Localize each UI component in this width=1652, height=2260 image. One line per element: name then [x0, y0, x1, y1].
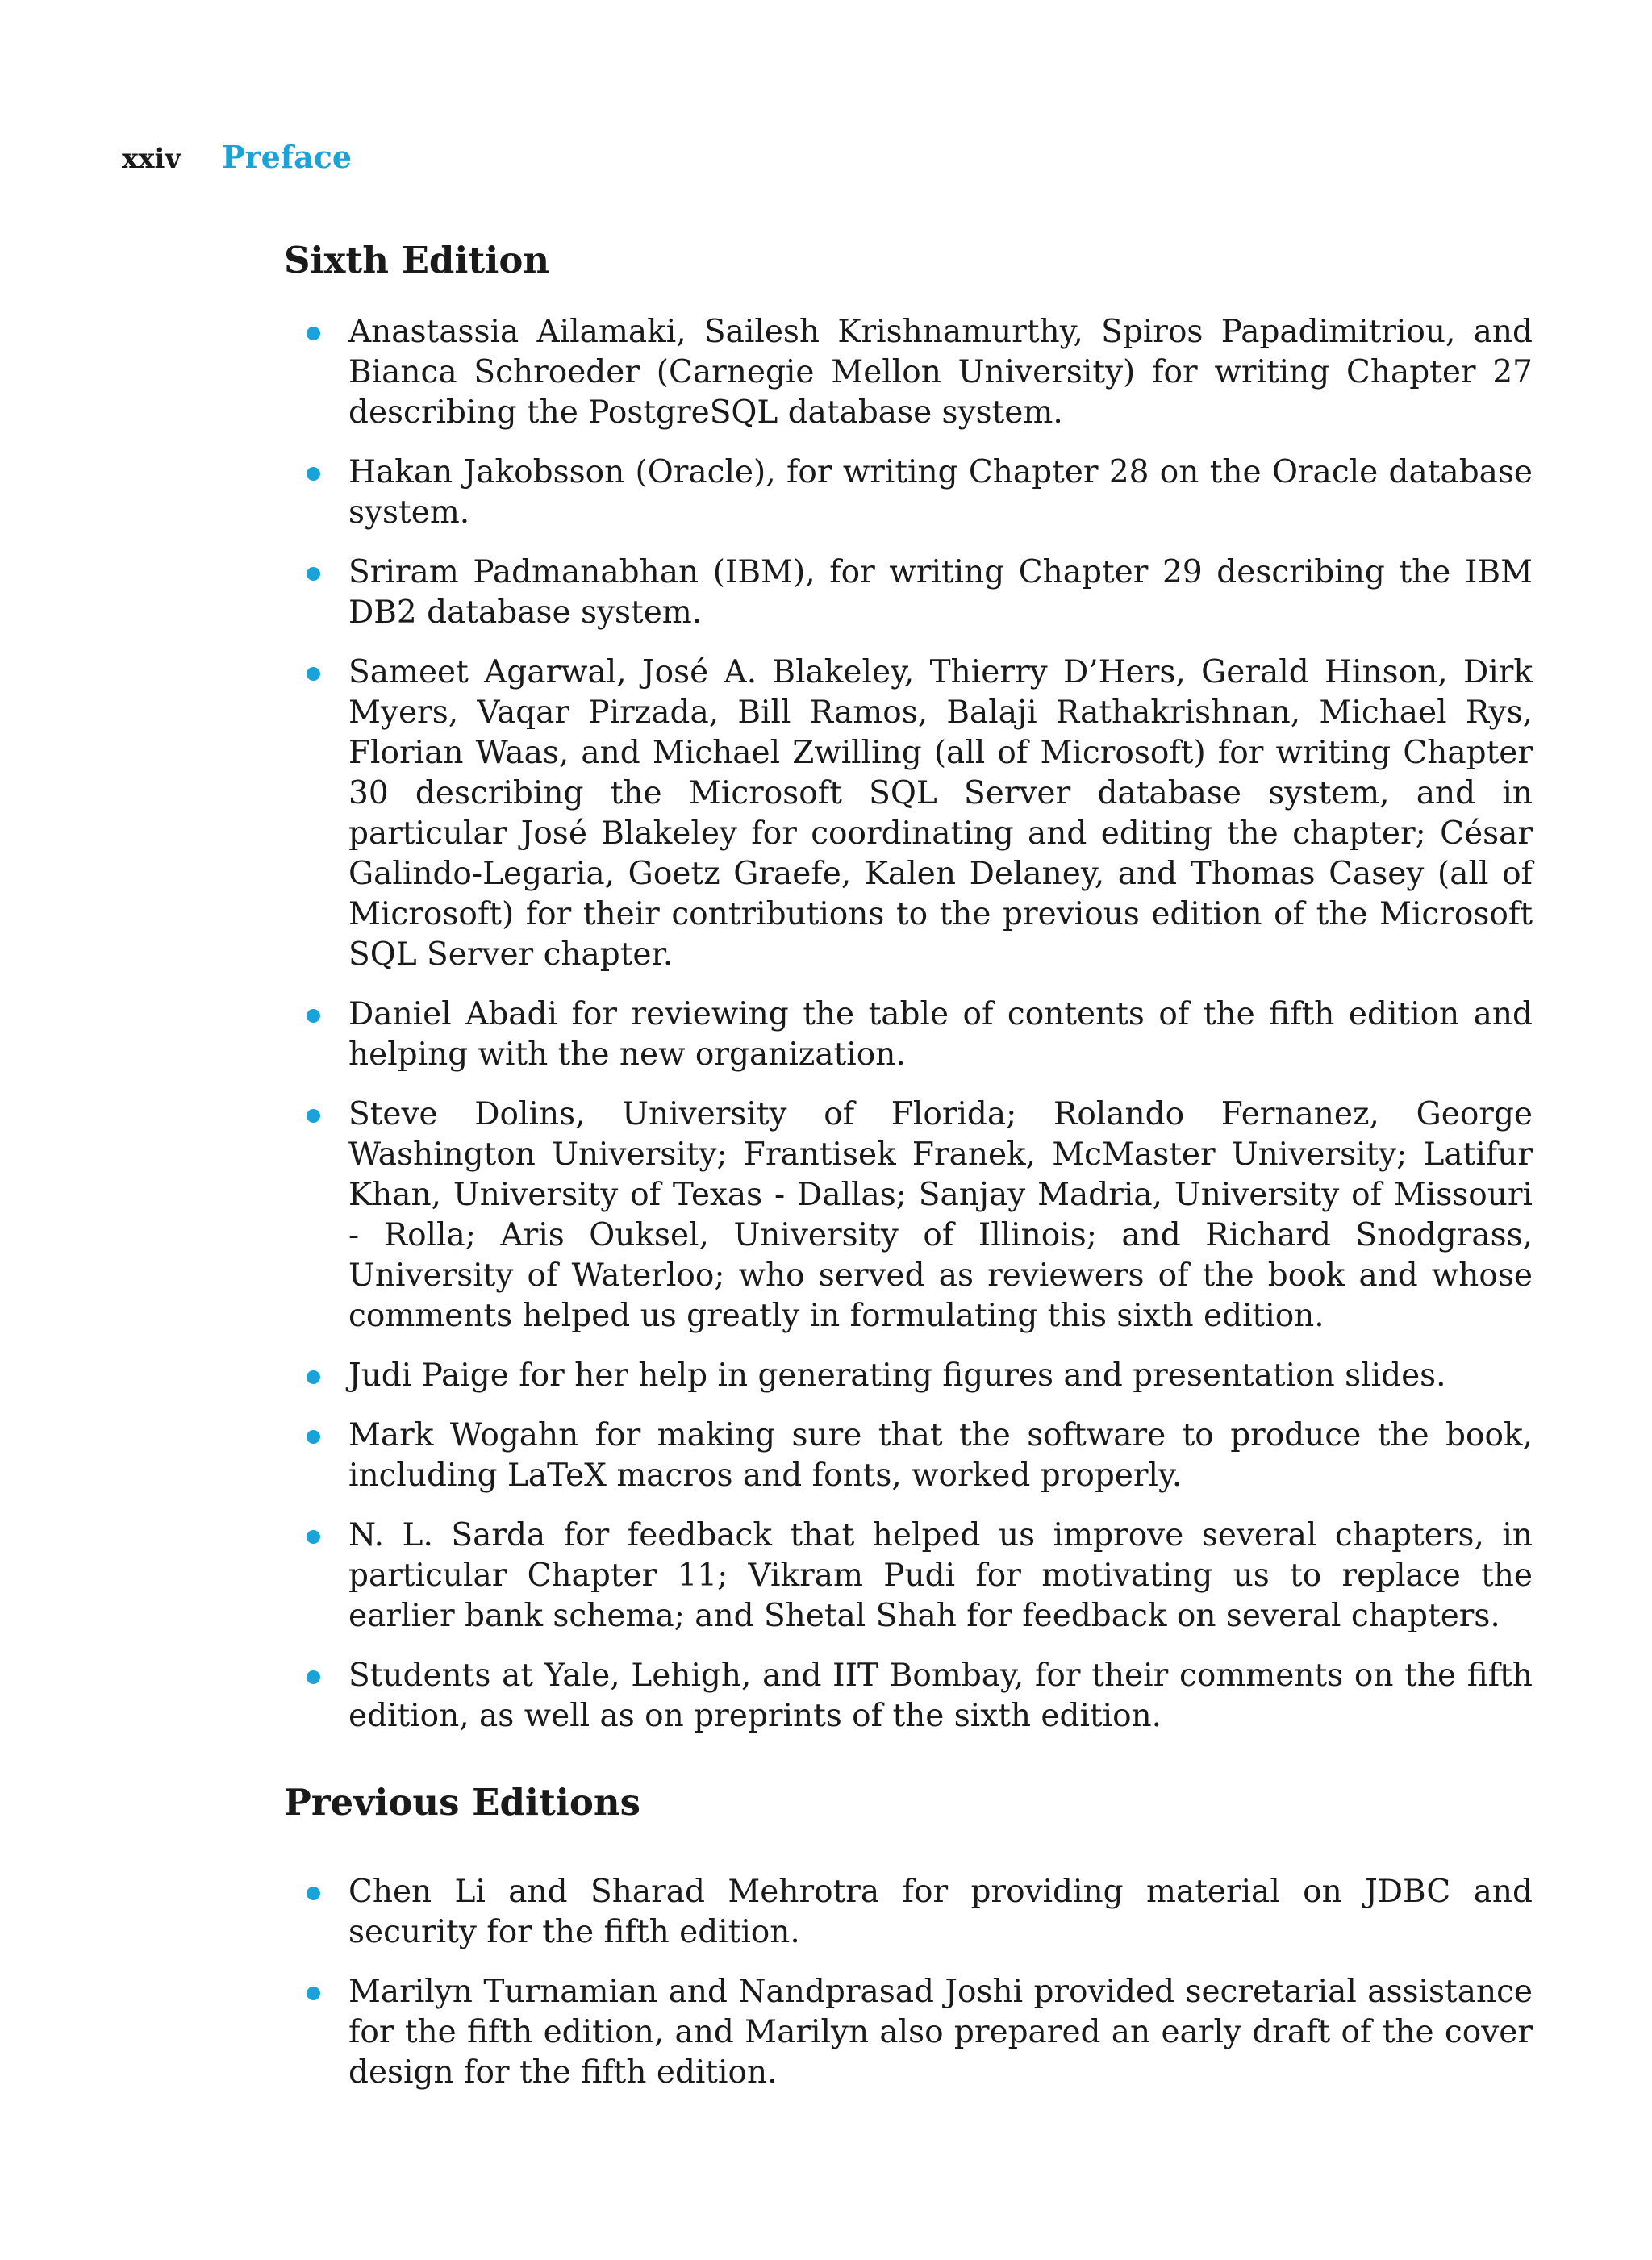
section-sixth-edition [284, 236, 1533, 1756]
list-item [284, 452, 1533, 533]
list-item-text: Chen Li and Sharad Mehrotra for providing material on JDBC and security for the fifth edition. [348, 1874, 1533, 1950]
page-number: xxiv [122, 143, 181, 175]
section-title: Sixth Edition [284, 239, 550, 281]
list-item [284, 1416, 1533, 1496]
list-item-text: Students at Yale, Lehigh, and IIT Bombay, for their comments on the fifth edition, as well as on preprints of the sixth edition. [348, 1657, 1533, 1734]
list-item-text: Sameet Agarwal, José A. Blakeley, Thierry D’Hers, Gerald Hinson, Dirk Myers, Vaqar Pirzada, Bill Ramos, Balaji Rathakrishnan, Michael Rys, Florian Waas, and Michael Zwilling (all of Microsoft) for writing Chapter 30 describing the Microsoft SQL Server database system, and in particular José Blakeley for coordinating and editing the chapter; César Galindo-Legaria, Goetz Graefe, Kalen Delaney, and Thomas Casey (all of Microsoft) for their contributions to the previous edition of the Microsoft SQL Server chapter. [348, 654, 1533, 973]
bullet-icon [307, 1530, 320, 1544]
list-item [284, 653, 1533, 975]
bullet-icon [307, 1670, 320, 1684]
list-item-text: Mark Wogahn for making sure that the software to produce the book, including LaTeX macros and fonts, worked properly. [348, 1417, 1533, 1494]
list-item-text: Hakan Jakobsson (Oracle), for writing Chapter 28 on the Oracle database system. [348, 454, 1533, 531]
list-item-text: Daniel Abadi for reviewing the table of contents of the fifth edition and helping with the new organization. [348, 996, 1533, 1073]
bullet-icon [307, 567, 320, 581]
list-item-text: Sriram Padmanabhan (IBM), for writing Chapter 29 describing the IBM DB2 database system. [348, 554, 1533, 631]
list-item-text: N. L. Sarda for feedback that helped us improve several chapters, in particular Chapter 11; Vikram Pudi for motivating us to replace the earlier bank schema; and Shetal Shah for feedback on several chapters. [348, 1517, 1533, 1634]
bullet-icon [307, 327, 320, 340]
list-item [284, 1972, 1533, 2093]
running-head [122, 139, 352, 175]
list-item-text: Marilyn Turnamian and Nandprasad Joshi provided secretarial assistance for the fifth edition, and Marilyn also prepared an early draft of the cover design for the fifth edition. [348, 1974, 1533, 2091]
section-title: Previous Editions [284, 1781, 640, 1824]
bullet-icon [307, 1370, 320, 1384]
list-item [284, 1095, 1533, 1336]
list-item [284, 312, 1533, 433]
list-item [284, 1516, 1533, 1637]
bullet-icon [307, 1430, 320, 1444]
list-item [284, 994, 1533, 1075]
list-item-text: Steve Dolins, University of Florida; Rolando Fernanez, George Washington University; Frantisek Franek, McMaster University; Latifur Khan, University of Texas - Dallas; Sanjay Madria, University of Missouri - Rolla; Aris Ouksel, University of Illinois; and Richard Snodgrass, University of Waterloo; who served as reviewers of the book and whose comments helped us greatly in formulating this sixth edition. [348, 1096, 1533, 1334]
bullet-icon [307, 1009, 320, 1023]
bullet-icon [307, 667, 320, 681]
bullet-list [284, 312, 1533, 1737]
bullet-icon [307, 1109, 320, 1123]
section-previous-editions [284, 1778, 1533, 2112]
list-item [284, 552, 1533, 633]
bullet-icon [307, 1987, 320, 2000]
running-title: Preface [222, 139, 353, 175]
list-item [284, 1656, 1533, 1737]
bullet-list [284, 1872, 1533, 2093]
list-item [284, 1872, 1533, 1953]
list-item-text: Anastassia Ailamaki, Sailesh Krishnamurthy, Spiros Papadimitriou, and Bianca Schroeder (Carnegie Mellon University) for writing Chapter 27 describing the PostgreSQL database system. [348, 314, 1533, 431]
list-item [284, 1356, 1533, 1396]
bullet-icon [307, 467, 320, 481]
list-item-text: Judi Paige for her help in generating figures and presentation slides. [348, 1357, 1446, 1394]
bullet-icon [307, 1887, 320, 1900]
